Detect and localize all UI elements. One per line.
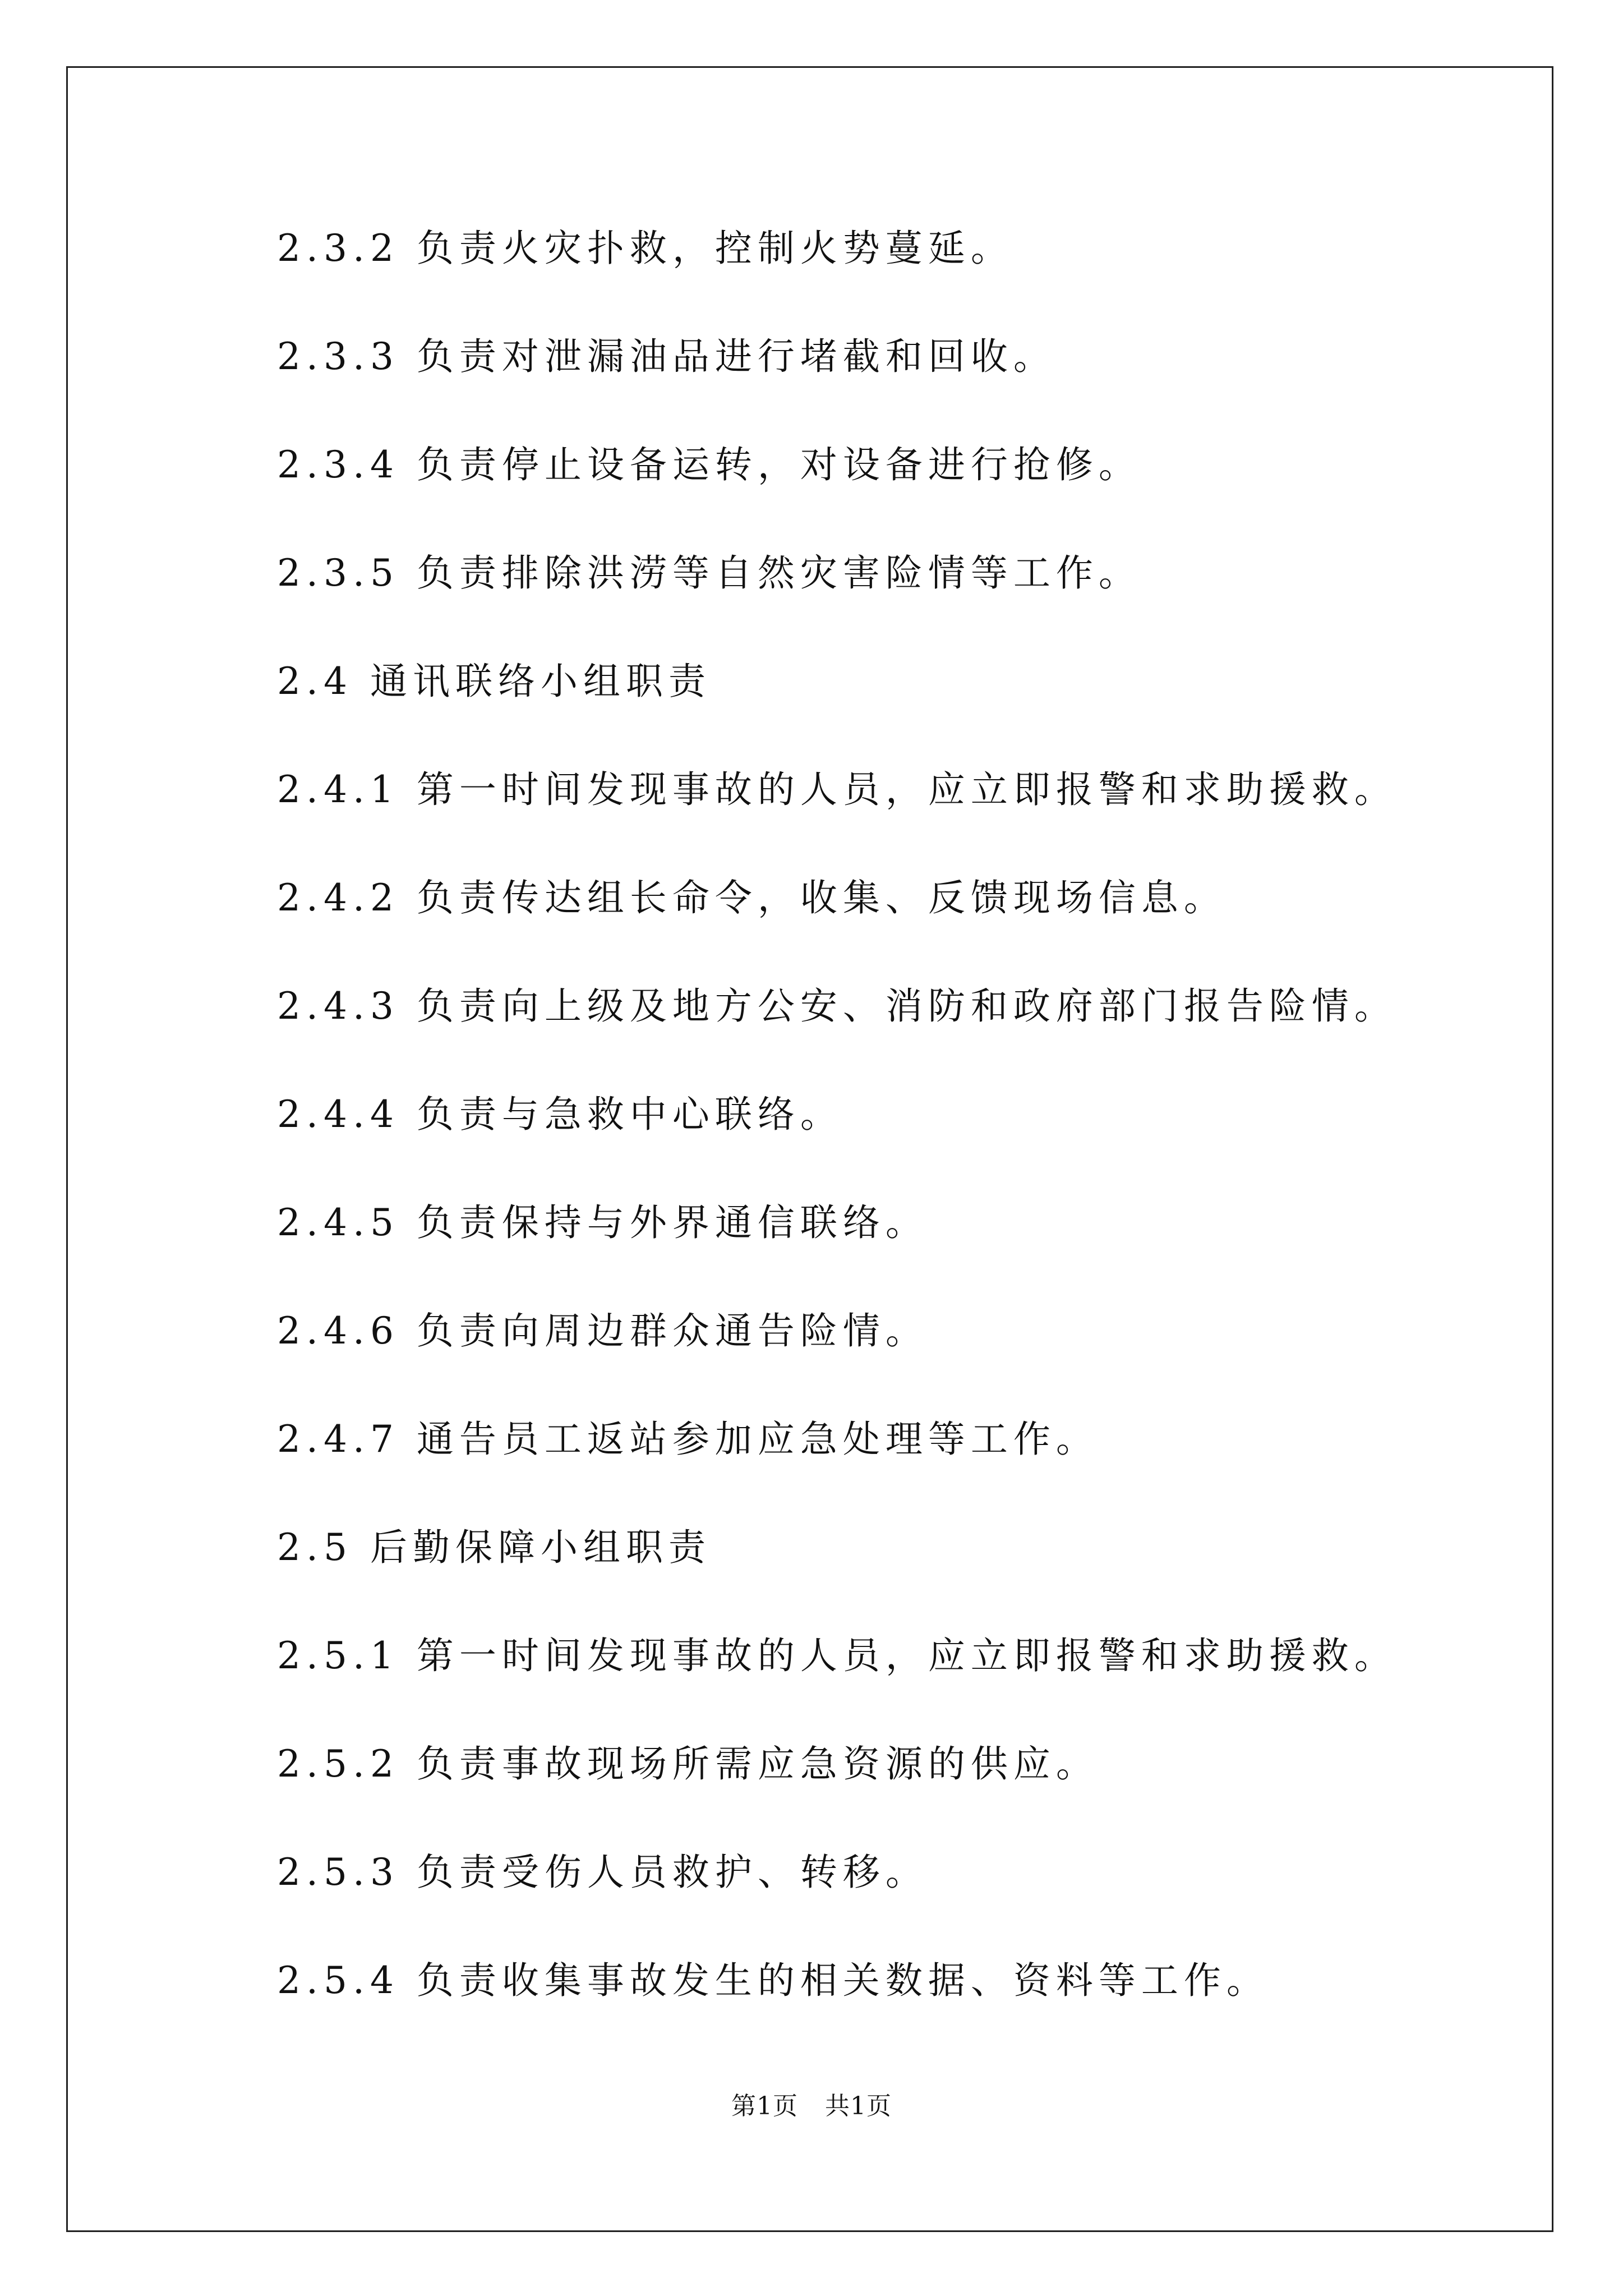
text-line: 2.5.4 负责收集事故发生的相关数据、资料等工作。 [277,1959,1269,2002]
page-footer [0,2086,1623,2122]
text-line: 2.4.7 通告员工返站参加应急处理等工作。 [277,1418,1099,1461]
text-line: 2.3.2 负责火灾扑救，控制火势蔓延。 [277,227,1013,270]
text-line: 2.3.5 负责排除洪涝等自然灾害险情等工作。 [277,551,1141,595]
section-heading: 2.4 通讯联络小组职责 [277,660,711,703]
text-line: 2.3.3 负责对泄漏油品进行堵截和回收。 [277,335,1056,378]
text-line: 2.4.3 负责向上级及地方公安、消防和政府部门报告险情。 [277,984,1397,1028]
text-line: 2.4.1 第一时间发现事故的人员，应立即报警和求助援救。 [277,768,1397,811]
document-body [277,222,1483,2062]
text-line: 2.3.4 负责停止设备运转，对设备进行抢修。 [277,443,1141,486]
page-number-current: 第1页 [731,2092,798,2120]
text-line: 2.5.3 负责受伤人员救护、转移。 [277,1851,928,1894]
text-line: 2.4.2 负责传达组长命令，收集、反馈现场信息。 [277,876,1227,919]
text-line: 2.5.1 第一时间发现事故的人员，应立即报警和求助援救。 [277,1634,1397,1677]
text-line: 2.4.5 负责保持与外界通信联络。 [277,1201,928,1244]
page-number-total: 共1页 [825,2092,892,2120]
section-heading: 2.5 后勤保障小组职责 [277,1526,711,1569]
text-line: 2.4.4 负责与急救中心联络。 [277,1093,843,1136]
text-line: 2.5.2 负责事故现场所需应急资源的供应。 [277,1742,1099,1786]
text-line: 2.4.6 负责向周边群众通告险情。 [277,1309,928,1352]
